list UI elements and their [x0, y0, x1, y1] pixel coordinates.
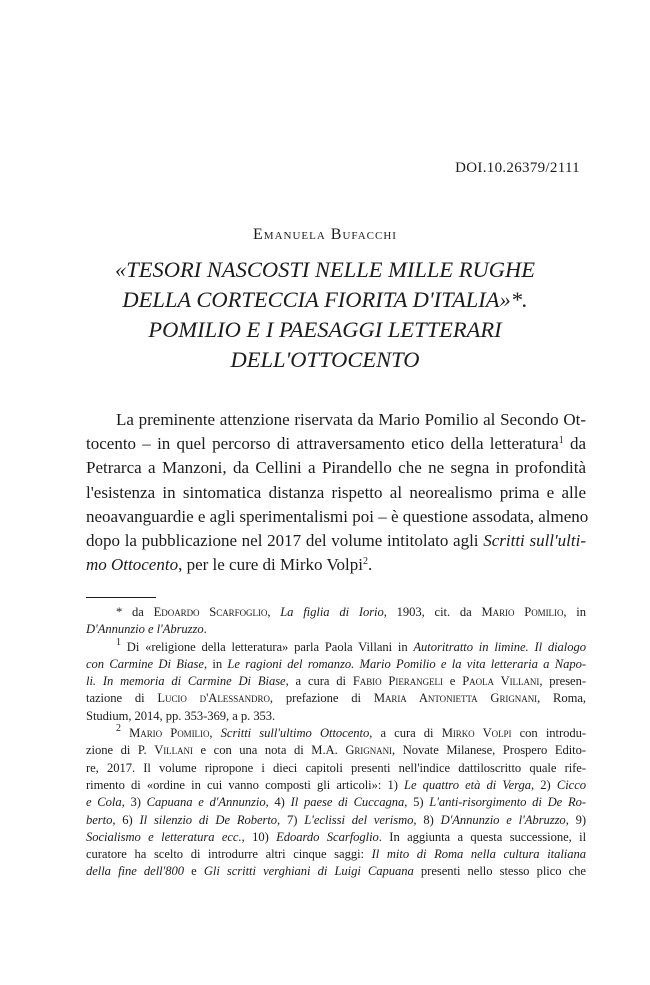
article-title	[0, 255, 650, 375]
footnotes	[86, 604, 586, 881]
footnote-text: , 1903, cit. da	[383, 605, 482, 619]
work-title-italic: La figlia di Iorio	[280, 605, 384, 619]
title-line: «TESORI NASCOSTI NELLE MILLE RUGHE	[114, 257, 536, 282]
body-text-run: , per le cure di Mirko Volpi	[178, 555, 364, 575]
footnote-text: ,	[209, 726, 221, 741]
footnote-2	[86, 725, 586, 742]
footnote-text: tazione di	[86, 691, 158, 706]
body-text-run: .	[368, 555, 373, 575]
body-text-run: dopo la pubblicazione nel 2017 del volume intitolato agli	[86, 531, 484, 551]
footnote-text: , 8)	[413, 812, 441, 827]
work-title-italic: D'Annunzio e l'Abruzzo	[86, 622, 204, 637]
footnote-text: , presen-	[539, 674, 586, 689]
work-title-italic: berto	[86, 812, 113, 827]
footnote-1	[86, 636, 586, 656]
footnote-text: , in	[203, 656, 228, 671]
footnote-text: , in	[563, 605, 587, 619]
work-title-italic: Le quattro età di Verga	[404, 777, 532, 792]
footnote-text: con introdu-	[511, 726, 586, 741]
author-smallcaps: Mirko Volpi	[441, 726, 512, 741]
work-title-italic: L'anti-risorgimento di De Ro-	[429, 795, 587, 810]
title-line: DELL'OTTOCENTO	[230, 347, 420, 372]
footnote-text: da	[122, 605, 154, 619]
footnote-mark: 1	[116, 636, 121, 648]
footnote-ref: 1	[558, 435, 564, 447]
footnote-text: , Novate Milanese, Prospero Edito-	[392, 743, 586, 758]
body-text-run: tocento – in quel percorso di attraversamento etico della letteratura	[86, 434, 559, 454]
footnote-divider	[86, 597, 156, 598]
work-title-italic: Le ragioni del romanzo. Mario Pomilio e la vita letteraria a Napo-	[227, 656, 586, 671]
footnote-text: , 6)	[112, 812, 140, 827]
book-title-italic: Scritti sull'ulti-	[483, 531, 586, 551]
footnote-mark: *	[116, 605, 123, 619]
work-title-italic: li. In memoria di Carmine Di Biase	[86, 674, 286, 689]
body-line	[86, 481, 586, 505]
footnote-text: Studium, 2014, pp. 353-369, a p. 353.	[86, 708, 276, 723]
footnote-star	[86, 604, 586, 621]
footnote-text: , 7)	[277, 812, 305, 827]
work-title-italic: Scritti sull'ultimo Ottocento	[220, 726, 370, 741]
footnote-line	[86, 656, 586, 673]
author-smallcaps: Grignani	[345, 743, 393, 758]
doi-label: DOI.10.26379/2111	[455, 160, 580, 176]
footnote-text: e con una nota di M.A.	[192, 743, 346, 758]
footnote-line	[86, 812, 586, 829]
author-smallcaps: Edoardo Scarfoglio	[153, 605, 268, 619]
author-smallcaps: Mario Pomilio	[129, 726, 210, 741]
title-line: POMILIO E I PAESAGGI LETTERARI	[148, 317, 502, 342]
body-line	[86, 432, 586, 456]
footnote-text: e	[183, 864, 204, 879]
footnote-line	[86, 863, 586, 880]
work-title-italic: Edoardo Scarfoglio	[276, 829, 379, 844]
body-line	[86, 553, 586, 577]
footnote-text: ,	[267, 605, 281, 619]
footnote-text: , a cura di	[369, 726, 442, 741]
footnote-text: , 3)	[121, 795, 147, 810]
footnote-line	[86, 846, 586, 863]
footnote-line	[86, 742, 586, 759]
work-title-italic: Socialismo e letteratura ecc.	[86, 829, 242, 844]
footnote-text: , a cura di	[285, 674, 353, 689]
footnote-text: .	[203, 622, 207, 637]
work-title-italic: Gli scritti verghiani di Luigi Capuana	[203, 864, 414, 879]
footnote-ref: 2	[363, 556, 369, 568]
body-text-run: da	[563, 434, 586, 454]
title-line: DELLA CORTECCIA FIORITA D'ITALIA»*.	[122, 287, 528, 312]
footnote-text: rimento di «ordine in cui vanno composti gli articoli»: 1)	[86, 777, 405, 792]
work-title-italic: con Carmine Di Biase	[86, 656, 204, 671]
footnote-line	[86, 794, 586, 811]
author-smallcaps: Lucio d'Alessandro	[157, 691, 270, 706]
footnote-text: , prefazione di	[269, 691, 374, 706]
body-text-run: l'esistenza in sintomatica distanza rispetto al neorealismo prima e alle	[86, 482, 586, 502]
footnote-text: . In aggiunta a questa successione, il	[378, 829, 587, 844]
footnote-text: Di «religione della letteratura» parla Paola Villani in	[120, 639, 414, 654]
body-text-run: Petrarca a Manzoni, da Cellini a Pirandello che ne segna in profondità	[86, 458, 586, 478]
footnote-text: curatore ha scelto di introdurre altri cinque saggi:	[86, 847, 372, 862]
footnote-text: zione di P.	[86, 743, 155, 758]
body-line	[86, 529, 586, 553]
work-title-italic: Il paese di Cuccagna	[290, 795, 405, 810]
author-smallcaps: Villani	[154, 743, 193, 758]
body-text-run: neoavanguardie e agli sperimentalismi poi – è questione assodata, almeno	[86, 506, 589, 526]
body-line	[86, 505, 589, 529]
work-title-italic: Cicco	[556, 777, 586, 792]
footnote-text: , 5)	[404, 795, 430, 810]
footnote-text: , 10)	[241, 829, 277, 844]
footnote-line	[86, 777, 586, 794]
footnote-text: e	[442, 674, 463, 689]
footnote-line	[86, 829, 586, 846]
footnote-text: , Roma,	[537, 691, 587, 706]
author-smallcaps: Mario Pomilio	[481, 605, 564, 619]
body-paragraph	[86, 408, 589, 577]
footnote-text: , 2)	[531, 777, 557, 792]
work-title-italic: Capuana e d'Annunzio	[146, 795, 266, 810]
work-title-italic: Il mito di Roma nella cultura italiana	[371, 847, 586, 862]
author-name: Emanuela Bufacchi	[253, 226, 397, 243]
footnote-line	[86, 690, 586, 707]
body-line	[86, 408, 586, 432]
footnote-mark: 2	[116, 723, 121, 735]
footnote-line	[86, 760, 586, 777]
footnote-line	[86, 621, 586, 638]
author-smallcaps: Paola Villani	[462, 674, 540, 689]
work-title-italic: e Cola	[86, 795, 122, 810]
author-smallcaps: Fabio Pierangeli	[352, 674, 443, 689]
work-title-italic: D'Annunzio e l'Abruzzo	[440, 812, 566, 827]
footnote-text: re, 2017. Il volume ripropone i dieci capitoli presenti nell'indice dattiloscritto quale rife-	[86, 760, 586, 775]
body-line	[86, 456, 586, 480]
footnote-text: presenti nello stesso plico che	[413, 864, 586, 879]
author-smallcaps: Maria Antonietta Grignani	[373, 691, 538, 706]
footnote-line	[86, 708, 586, 725]
work-title-italic: L'eclissi del verismo	[304, 812, 414, 827]
work-title-italic: Autoritratto in limine. Il dialogo	[413, 639, 586, 654]
work-title-italic: Il silenzio di De Roberto	[139, 812, 278, 827]
footnote-text: , 4)	[265, 795, 291, 810]
book-title-italic: mo Ottocento	[86, 555, 179, 575]
footnote-line	[86, 673, 586, 690]
footnote-text: , 9)	[565, 812, 587, 827]
body-text-run: La preminente attenzione riservata da Mario Pomilio al Secondo Ot-	[116, 410, 586, 429]
work-title-italic: della fine dell'800	[86, 864, 184, 879]
